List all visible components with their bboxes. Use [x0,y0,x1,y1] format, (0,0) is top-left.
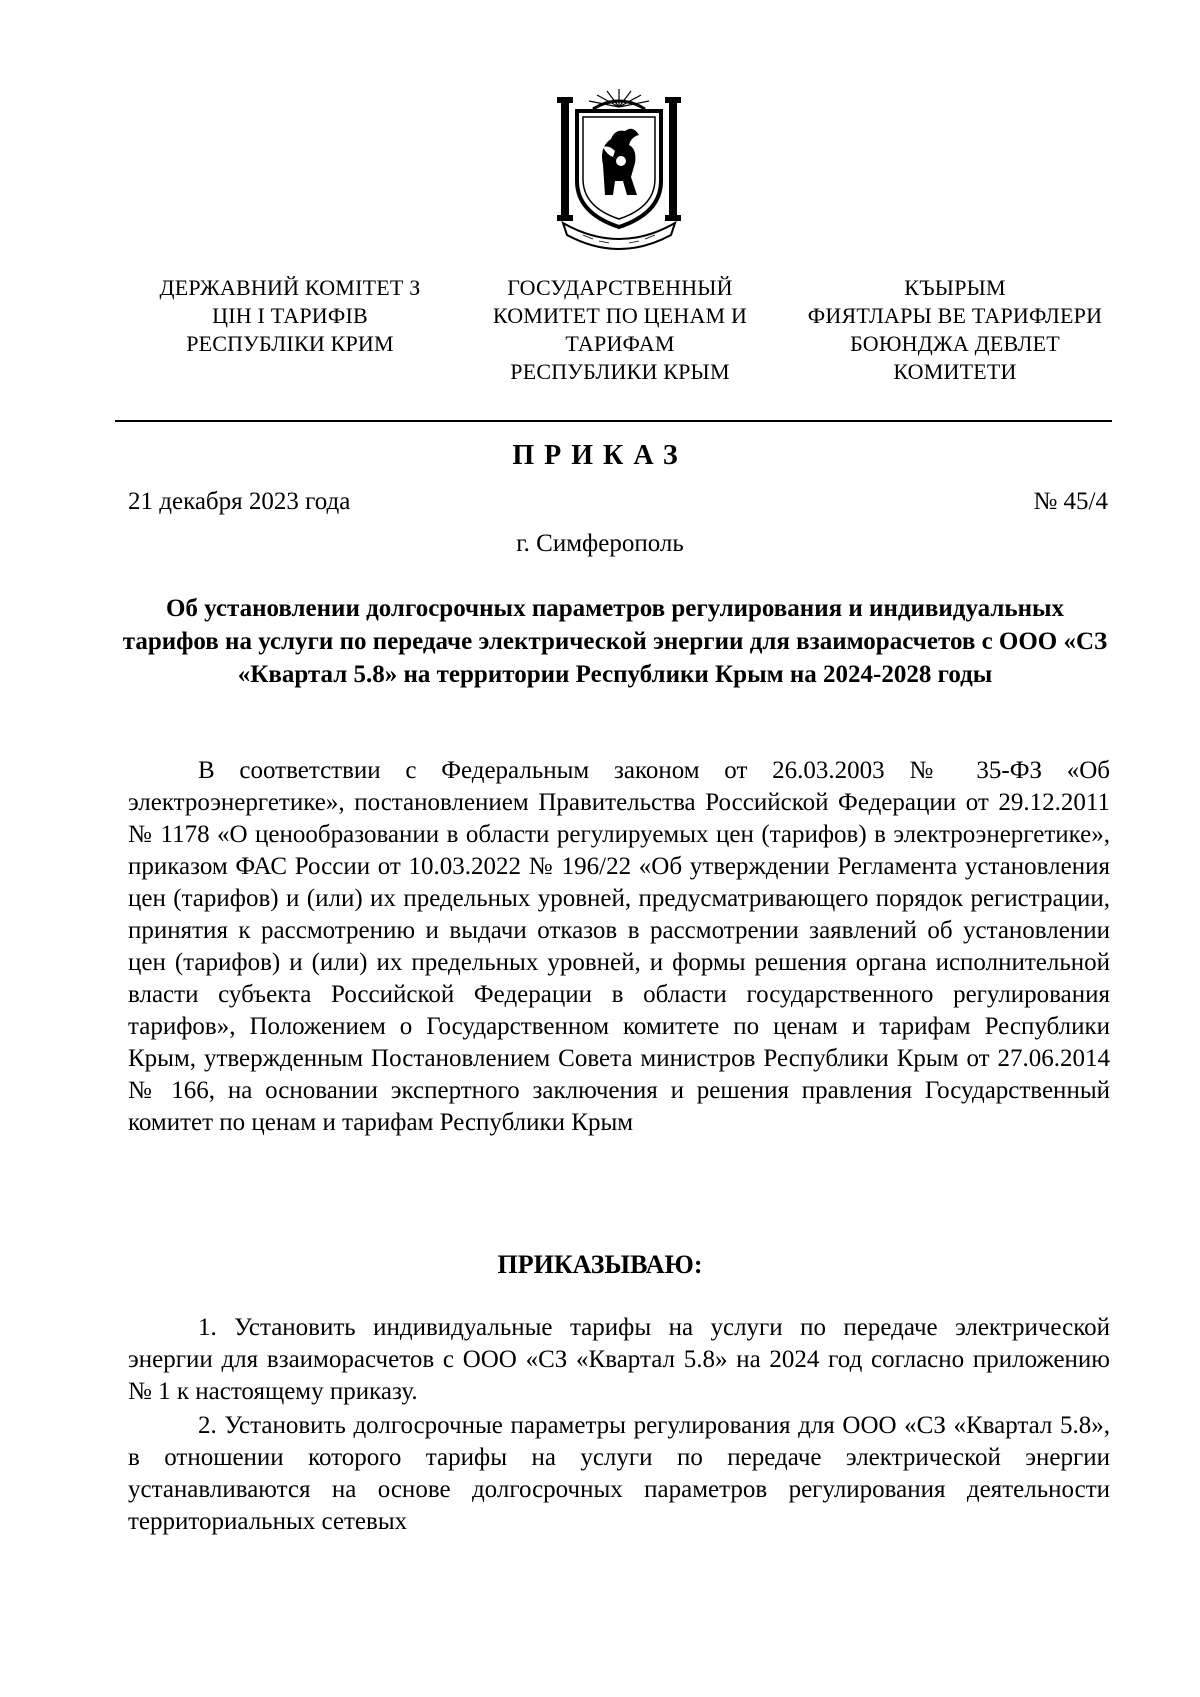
header-line: РЕСПУБЛІКИ КРИМ [186,331,394,356]
header-line: КОМИТЕТИ [893,359,1017,384]
document-city: г. Симферополь [516,530,684,557]
header-ukrainian [140,274,440,386]
header-crimean-tatar [800,274,1110,386]
document-type: ПРИКАЗ [512,440,688,471]
committee-header [140,274,1110,386]
header-divider [115,420,1112,422]
header-line: ГОСУДАРСТВЕННЫЙ [507,275,733,300]
header-line: ТАРИФАМ [565,331,675,356]
orders-heading: ПРИКАЗЫВАЮ: [497,1250,703,1279]
header-line: ЦІН І ТАРИФІВ [212,303,368,328]
header-line: РЕСПУБЛИКИ КРЫМ [510,359,730,384]
header-russian [470,274,770,386]
preamble-paragraph: В соответствии с Федеральным законом от 26.03.2003 № 35-ФЗ «Об электроэнергетике», постановлением Правительства Российской Федерации от 29.12.2011 № 1178 «О ценообразовании в области регулируемых цен (тарифов) в электроэнергетике», приказом ФАС России от 10.03.2022 № 196/22 «Об утверждении Регламента установления цен (тарифов) и (или) их предельных уровней, предусматривающего порядок регистрации, принятия к рассмотрению и выдачи отказов в рассмотрении заявлений об установлении цен (тарифов) и (или) их предельных уровней, и формы решения органа исполнительной власти субъекта Российской Федерации в области государственного регулирования тарифов», Положением о Государственном комитете по ценам и тарифам Республики Крым, утвержденным Постановлением Совета министров Республики Крым от 27.06.2014 № 166, на основании экспертного заключения и решения правления Государственный комитет по ценам и тарифам Республики Крым [128,757,1110,1136]
header-line: ФИЯТЛАРЫ ВЕ ТАРИФЛЕРИ [807,303,1103,328]
header-line: КЪЫРЫМ [904,275,1006,300]
document-subject: Об установлении долгосрочных параметров регулирования и индивидуальных тарифов на услуги по передаче электрической энергии для взаиморасчетов с ООО «СЗ «Квартал 5.8» на территории Республики Крым на 2024-2028 годы [122,595,1108,688]
header-line: БОЮНДЖА ДЕВЛЕТ [850,331,1060,356]
header-line: ДЕРЖАВНИЙ КОМІТЕТ З [159,275,421,300]
document-date: 21 декабря 2023 года [128,488,351,515]
order-item: 1. Установить индивидуальные тарифы на услуги по передаче электрической энергии для взаиморасчетов с ООО «СЗ «Квартал 5.8» на 2024 год согласно приложению № 1 к настоящему приказу. [128,1314,1110,1405]
document-number: № 45/4 [1033,488,1108,515]
crimea-coat-of-arms-icon [553,85,685,250]
header-line: КОМИТЕТ ПО ЦЕНАМ И [492,303,748,328]
order-item: 2. Установить долгосрочные параметры регулирования для ООО «СЗ «Квартал 5.8», в отношении которого тарифы на услуги по передаче электрической энергии устанавливаются на основе долгосрочных параметров регулирования деятельности территориальных сетевых [128,1412,1110,1535]
